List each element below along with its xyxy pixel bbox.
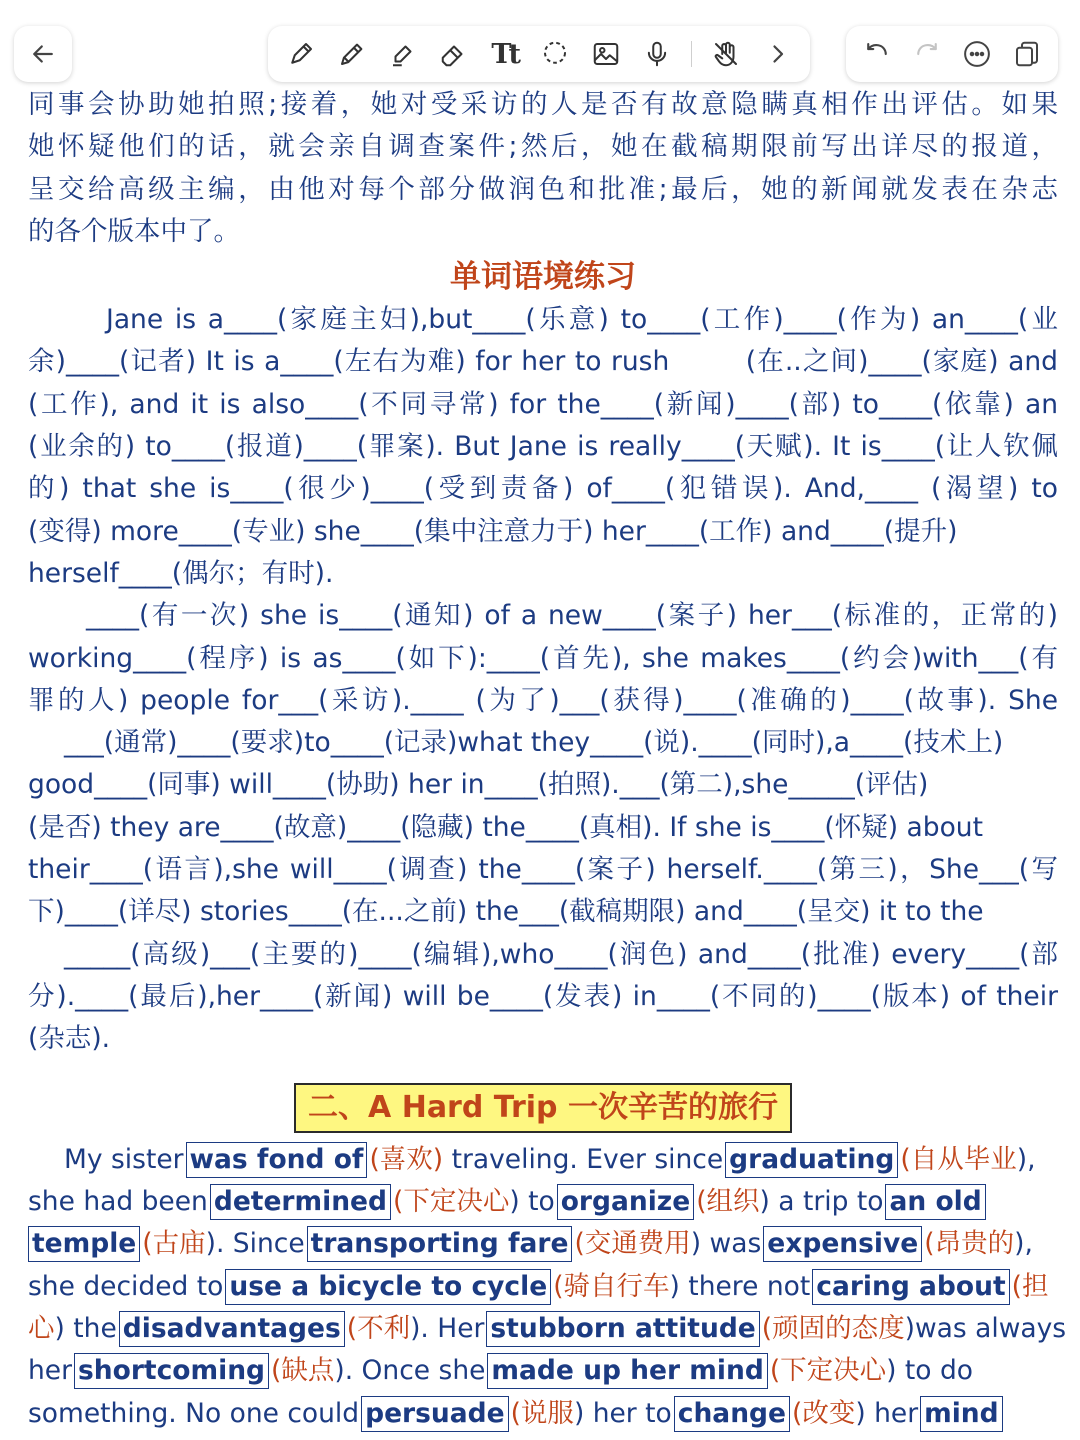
microphone-icon[interactable]	[640, 37, 674, 71]
text-line: 心) the disadvantages (不利). Her stubborn attitude (顽固的态度)was always	[28, 1308, 1058, 1350]
document-body	[28, 84, 1067, 1435]
practice-heading: 单词语境练习	[450, 259, 636, 296]
lasso-icon[interactable]	[538, 37, 572, 71]
text-line: 的各个版本中了。	[28, 215, 240, 247]
eraser-icon[interactable]	[437, 37, 471, 71]
text-line: 下)____(详尽) stories____(在...之前) the___(截稿期限) and____(呈交) it to the	[28, 896, 984, 928]
text-line: 余)____(记者) It is a____(左右为难) for her to rush (在..之间)____(家庭) and	[28, 346, 1058, 378]
section-title-wrap	[28, 1083, 1058, 1133]
chevron-right-icon[interactable]	[760, 37, 794, 71]
text-line: ___(通常)____(要求)to____(记录)what they____(说).____(同时),a____(技术上)	[64, 727, 1004, 759]
section-title: 二、A Hard Trip 一次辛苦的旅行	[294, 1083, 792, 1133]
text-line: Jane is a____(家庭主妇),but____(乐意) to____(工作)____(作为) an____(业	[106, 304, 1058, 336]
text-line: 呈交给高级主编，由他对每个部分做润色和批准;最后，她的新闻就发表在杂志	[28, 173, 1058, 205]
keyword: was fond of	[186, 1142, 368, 1178]
undo-icon[interactable]	[860, 37, 894, 71]
action-palette	[846, 26, 1058, 82]
keyword: expensive	[763, 1226, 922, 1262]
intro-paragraph	[28, 84, 1058, 253]
keyword: made up her mind	[487, 1353, 767, 1389]
text-line: temple (古庙). Since transporting fare (交通费用) was expensive (昂贵的),	[28, 1223, 1058, 1265]
text-line: 罪的人) people for___(采访).____ (为了)___(获得)____(准确的)____(故事). She	[28, 684, 1058, 716]
pen-icon[interactable]	[284, 37, 318, 71]
text-line: good____(同事) will____(协助) her in____(拍照).___(第二),she_____(评估)	[28, 769, 929, 801]
keyword: shortcoming	[74, 1353, 269, 1389]
text-line: My sister was fond of (喜欢) traveling. Ever since graduating (自从毕业),	[28, 1139, 1058, 1181]
text-line: their____(语言),she will____(调查) the____(案子) herself.____(第三)，She___(写	[28, 854, 1058, 886]
redo-icon[interactable]	[910, 37, 944, 71]
keyword: use a bicycle to cycle	[225, 1269, 551, 1305]
keyword: an old	[885, 1184, 985, 1220]
keyword: graduating	[725, 1142, 898, 1178]
text-line: she decided to use a bicycle to cycle (骑自行车) there not caring about (担	[28, 1266, 1058, 1308]
keyword: mind	[920, 1396, 1003, 1432]
practice-exercise	[28, 299, 1058, 1060]
text-line: 她怀疑他们的话，就会亲自调查案件;然后，她在截稿期限前写出详尽的报道，	[28, 131, 1058, 163]
keyword: persuade	[361, 1396, 508, 1432]
text-line: (杂志).	[28, 1023, 111, 1055]
pages-icon[interactable]	[1010, 37, 1044, 71]
text-line: 的) that she is____(很少)____(受到责备) of____(犯错误). And,____ (渴望) to	[28, 473, 1058, 505]
keyword: stubborn attitude	[486, 1311, 759, 1347]
pencil-icon[interactable]	[335, 37, 369, 71]
text-line: _____(高级)___(主要的)____(编辑),who____(润色) and____(批准) every____(部	[64, 938, 1058, 970]
toolbar	[0, 0, 1080, 84]
keyword: transporting fare	[307, 1226, 573, 1262]
text-line: (业余的) to____(报道)____(罪案). But Jane is really____(天赋). It is____(让人钦佩	[28, 431, 1058, 463]
text-line: her shortcoming (缺点). Once she made up her mind (下定决心) to do	[28, 1350, 1058, 1392]
keyword: organize	[557, 1184, 694, 1220]
keyword: determined	[210, 1184, 391, 1220]
text-tool-icon[interactable]: Tt	[491, 38, 518, 70]
tool-palette	[268, 26, 810, 82]
story-paragraph	[28, 1139, 1067, 1436]
image-icon[interactable]	[589, 37, 623, 71]
text-line: (工作), and it is also____(不同寻常) for the____(新闻)____(部) to____(依靠) an	[28, 388, 1058, 420]
text-line: she had been determined (下定决心) to organize (组织) a trip to an old	[28, 1181, 1058, 1223]
more-icon[interactable]	[960, 37, 994, 71]
text-line: working____(程序) is as____(如下):____(首先), she makes____(约会)with___(有	[28, 642, 1058, 674]
text-line: 同事会协助她拍照;接着，她对受采访的人是否有故意隐瞒真相作出评估。如果	[28, 89, 1058, 120]
toolbar-divider	[691, 41, 692, 67]
keyword: temple	[28, 1226, 140, 1262]
highlighter-icon[interactable]	[386, 37, 420, 71]
text-line: (是否) they are____(故意)____(隐藏) the____(真相). If she is____(怀疑) about	[28, 811, 983, 843]
text-line: 分).____(最后),her____(新闻) will be____(发表) in____(不同的)____(版本) of their	[28, 980, 1058, 1012]
text-line: herself____(偶尔；有时).	[28, 557, 334, 589]
keyword: caring about	[812, 1269, 1009, 1305]
text-line: (变得) more____(专业) she____(集中注意力于) her____(工作) and____(提升)	[28, 515, 958, 547]
text-line: ____(有一次) she is____(通知) of a new____(案子) her___(标准的，正常的)	[86, 600, 1058, 632]
keyword: disadvantages	[119, 1311, 345, 1347]
arrow-left-icon	[26, 37, 60, 71]
touch-icon[interactable]	[709, 37, 743, 71]
text-line: something. No one could persuade (说服) her to change (改变) her mind	[28, 1393, 1058, 1435]
back-button[interactable]	[14, 26, 72, 82]
keyword: change	[674, 1396, 790, 1432]
